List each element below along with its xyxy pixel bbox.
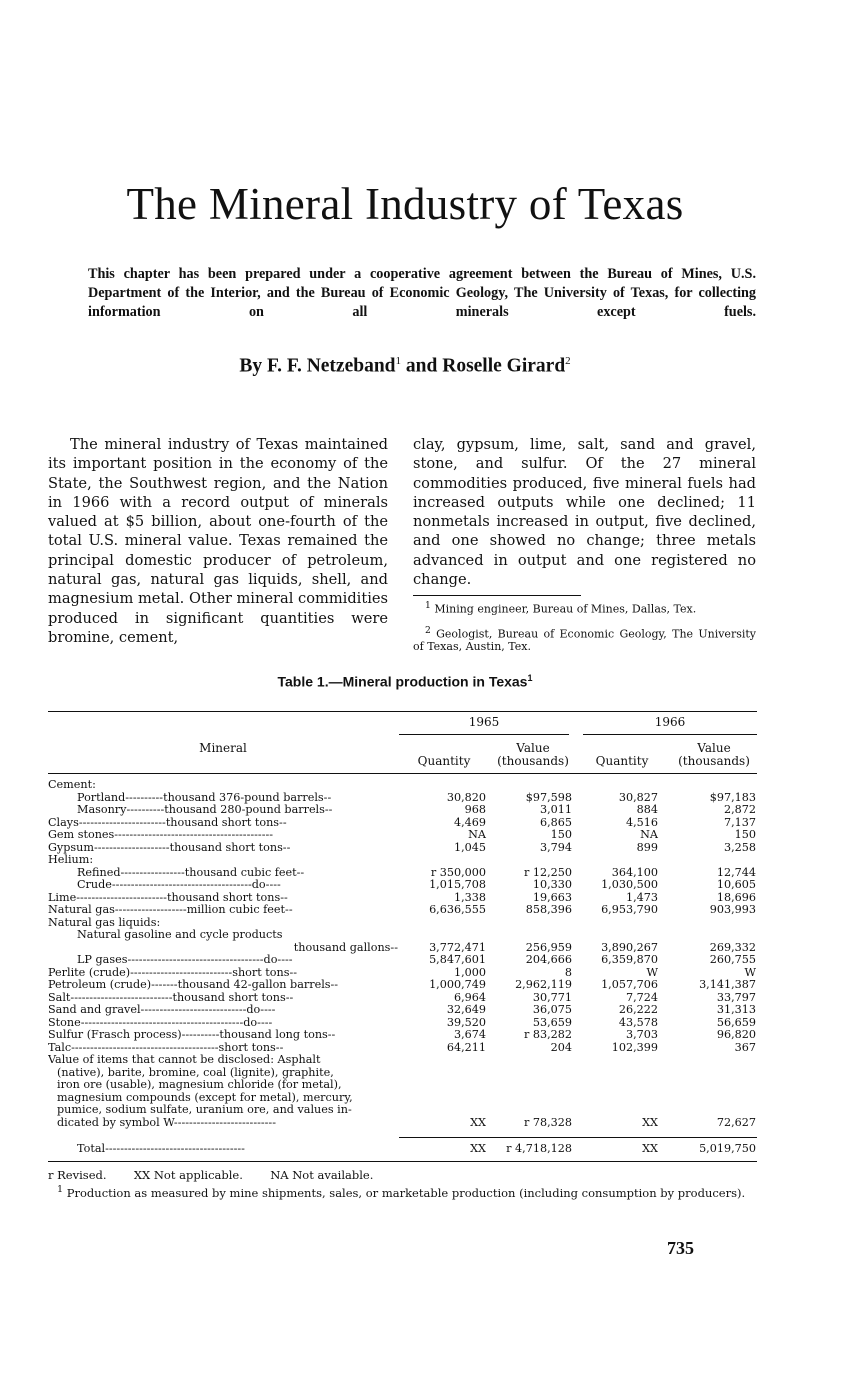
row-label: Cement: — [48, 779, 96, 791]
body-column-left: The mineral industry of Texas maintained its important position in the economy of the State, the Southwest region, and the Nation in 1966 with a record output of minerals valued at $5 billion, about one-fourth of the total U.S. mineral value. Texas remained the principal domestic producer of petroleum, natural gas, natural gas liquids, shell, and magnesium metal. Other mineral commidities produced in significant quantities were bromine, cement, — [48, 436, 388, 646]
cell-quantity-1966: 30,827 — [618, 790, 658, 804]
row-label: Clays-----------------------thousand short tons-- — [48, 816, 287, 829]
cell-value-1965: 53,659 — [532, 1015, 572, 1029]
table-row — [48, 917, 760, 930]
cell-value-1966: 2,872 — [723, 803, 756, 816]
table-row — [48, 1143, 760, 1156]
cell-value-1965: 3,011 — [539, 803, 572, 816]
table-row — [48, 779, 760, 792]
table-row — [48, 842, 760, 855]
footnote-1 — [413, 600, 756, 616]
cell-value-1966: 31,313 — [716, 1003, 756, 1016]
year-1965-rule — [399, 734, 569, 735]
header-value-1965-label: Value — [516, 741, 550, 755]
row-label: pumice, sodium sulfate, uranium ore, and values in- — [57, 1104, 352, 1116]
cell-value-1966: 3,258 — [723, 840, 756, 854]
row-label: Gypsum--------------------thousand short tons-- — [48, 841, 291, 854]
row-label: Sulfur (Frasch process)----------thousand long tons-- — [48, 1029, 336, 1041]
cell-quantity-1965: 3,772,471 — [429, 940, 486, 954]
cell-quantity-1965: 968 — [464, 803, 486, 816]
table-row — [48, 1079, 760, 1092]
cell-quantity-1965: 5,847,601 — [429, 953, 486, 966]
cell-quantity-1965: 32,649 — [446, 1003, 486, 1016]
cell-quantity-1965: 1,000,749 — [429, 978, 486, 991]
table-caption — [0, 673, 810, 690]
row-label: Salt---------------------------thousand short tons-- — [48, 991, 294, 1004]
row-label: Gem stones------------------------------------------ — [48, 829, 274, 841]
cell-value-1966: 7,137 — [723, 815, 756, 829]
row-label: Stone-------------------------------------------do---- — [48, 1016, 273, 1029]
row-label: Lime------------------------thousand short tons-- — [48, 891, 288, 904]
cell-quantity-1966: 1,057,706 — [601, 978, 658, 991]
row-label: Portland----------thousand 376-pound barrels-- — [77, 791, 332, 804]
header-quantity-1965: Quantity — [417, 754, 471, 768]
row-label: Perlite (crude)---------------------------short tons-- — [48, 966, 298, 979]
table-footnote-1 — [48, 1183, 760, 1200]
total-value-1965: r 4,718,128 — [506, 1142, 572, 1155]
table-row — [48, 804, 760, 817]
footnote-2-text: Geologist, Bureau of Economic Geology, The University of Texas, Austin, Tex. — [413, 627, 756, 653]
cell-value-1965: 30,771 — [532, 990, 572, 1004]
table-row — [48, 1092, 760, 1105]
cell-quantity-1966: NA — [640, 828, 658, 841]
row-label: Natural gas-------------------million cubic feet-- — [48, 904, 293, 916]
row-label: Talc---------------------------------------short tons-- — [48, 1041, 284, 1054]
table-row — [48, 1004, 760, 1017]
cell-value-1965: 36,075 — [532, 1003, 572, 1016]
byline — [0, 355, 810, 378]
header-quantity-1966: Quantity — [595, 754, 649, 768]
cell-quantity-1966: 6,359,870 — [601, 953, 658, 966]
cell-value-1965: 2,962,119 — [515, 978, 572, 991]
table-row — [48, 1117, 760, 1130]
cell-value-1966: 269,332 — [709, 940, 756, 954]
cell-quantity-1966: 3,703 — [625, 1028, 658, 1041]
cell-quantity-1965: 6,964 — [453, 990, 486, 1004]
header-value-1966-unit: (thousands) — [678, 754, 750, 768]
table-row — [48, 929, 760, 942]
table-caption-text: Table 1.—Mineral production in Texas — [277, 673, 528, 690]
header-year-1965: 1965 — [468, 715, 500, 729]
cell-quantity-1965: 1,045 — [453, 840, 486, 854]
table-row — [48, 1067, 760, 1080]
byline-and: and — [401, 355, 443, 377]
table-footnote-1-text: Production as measured by mine shipments, sales, or marketable production (including consumption by producers). — [63, 1185, 746, 1200]
cell-value-1965: 3,794 — [539, 840, 572, 854]
author-1: F. F. Netzeband — [266, 355, 396, 377]
cell-value-1966: 903,993 — [709, 903, 756, 916]
cell-quantity-1966: 102,399 — [611, 1040, 658, 1054]
cell-value-1966: 367 — [734, 1040, 756, 1054]
cell-quantity-1965: 6,636,555 — [429, 903, 486, 916]
cell-value-1966: 18,696 — [716, 890, 756, 904]
author-2: Roselle Girard — [442, 355, 566, 377]
cell-quantity-1966: 1,030,500 — [601, 878, 658, 891]
note-not-available: NA Not available. — [270, 1168, 374, 1182]
row-label: Masonry----------thousand 280-pound barrels-- — [77, 804, 333, 816]
cell-quantity-1966: XX — [642, 1115, 658, 1129]
header-value-1966 — [671, 742, 757, 768]
year-1966-rule — [583, 734, 757, 735]
cell-value-1966: 12,744 — [716, 865, 756, 879]
cell-quantity-1965: 39,520 — [446, 1015, 486, 1029]
cell-quantity-1965: r 350,000 — [430, 865, 486, 879]
cell-quantity-1966: 7,724 — [625, 990, 658, 1004]
footnote-2-mark: 2 — [425, 625, 431, 636]
cell-value-1966: 260,755 — [709, 953, 756, 966]
note-not-applicable: XX Not applicable. — [133, 1168, 243, 1182]
cell-quantity-1966: 884 — [636, 803, 658, 816]
cell-quantity-1965: 1,015,708 — [429, 878, 486, 891]
cell-quantity-1965: 3,674 — [453, 1028, 486, 1041]
cell-value-1966: 72,627 — [716, 1115, 756, 1129]
table-row — [48, 829, 760, 842]
header-value-1965 — [492, 742, 574, 768]
row-label: dicated by symbol W--------------------------- — [57, 1116, 276, 1129]
cell-value-1965: $97,598 — [525, 790, 572, 804]
byline-prefix: By — [239, 355, 267, 377]
cell-quantity-1965: 30,820 — [446, 790, 486, 804]
table-row — [48, 904, 760, 917]
row-label: Value of items that cannot be disclosed: Asphalt — [48, 1054, 321, 1066]
table-row — [48, 954, 760, 967]
note-revised: r Revised. — [48, 1168, 107, 1182]
table-bottom-rule — [48, 1161, 757, 1162]
cell-quantity-1965: NA — [468, 828, 486, 841]
footnote-1-mark: 1 — [425, 600, 431, 611]
cell-value-1965: 6,865 — [539, 815, 572, 829]
cell-value-1965: 204 — [550, 1040, 572, 1054]
total-label: Total------------------------------------- — [77, 1143, 245, 1155]
cell-value-1966: 56,659 — [716, 1015, 756, 1029]
cell-value-1965: r 83,282 — [523, 1028, 572, 1041]
row-label: Natural gas liquids: — [48, 916, 161, 929]
cell-quantity-1966: W — [646, 965, 658, 979]
table-row — [48, 854, 760, 867]
table-total-row — [48, 1143, 760, 1156]
row-label: thousand gallons-- — [293, 941, 398, 954]
cell-quantity-1966: 4,516 — [625, 815, 658, 829]
row-label: Petroleum (crude)-------thousand 42-gallon barrels-- — [48, 979, 339, 991]
cell-value-1965: 19,663 — [532, 890, 572, 904]
cell-quantity-1966: 364,100 — [611, 865, 658, 879]
header-year-1966: 1966 — [654, 715, 686, 729]
table-header-bottom-rule — [48, 773, 757, 774]
row-label: Refined-----------------thousand cubic feet-- — [77, 866, 305, 879]
table-top-rule — [48, 711, 757, 712]
row-label: (native), barite, bromine, coal (lignite), graphite, — [57, 1066, 334, 1079]
table-caption-mark: 1 — [527, 673, 533, 683]
cell-value-1965: 858,396 — [525, 903, 572, 916]
table-row — [48, 1104, 760, 1117]
row-label: Sand and gravel----------------------------do---- — [48, 1004, 276, 1016]
cell-quantity-1966: 43,578 — [618, 1015, 658, 1029]
cell-quantity-1965: 4,469 — [453, 815, 486, 829]
table-row — [48, 879, 760, 892]
cell-value-1966: W — [744, 965, 756, 979]
table-notes-line-1 — [48, 1169, 760, 1182]
cell-quantity-1966: 899 — [636, 840, 658, 854]
footnote-rule — [413, 595, 581, 596]
row-label: iron ore (usable), magnesium chloride (for metal), — [57, 1079, 342, 1091]
footnote-2 — [413, 625, 756, 653]
author-1-footnote-mark: 1 — [395, 355, 402, 367]
total-value-1966: 5,019,750 — [699, 1142, 756, 1155]
total-rule — [399, 1137, 757, 1138]
total-quantity-1966: XX — [642, 1142, 658, 1155]
cell-quantity-1966: 26,222 — [618, 1003, 658, 1016]
body-column-right: clay, gypsum, lime, salt, sand and gravel, stone, and sulfur. Of the 27 mineral commodities produced, five mineral fuels had increased outputs while one declined; 11 nonmetals increased in output, five declined, and one showed no change; three metals advanced in output and one registered no change. — [413, 436, 756, 589]
intro-paragraph: This chapter has been prepared under a cooperative agreement between the Bureau of Mines, U.S. Department of the Interior, and the Bureau of Economic Geology, The University of Texas, for collecting information on all minerals except fuels. — [88, 266, 756, 320]
cell-quantity-1965: 1,338 — [453, 890, 486, 904]
total-quantity-1965: XX — [470, 1142, 486, 1155]
cell-value-1965: 256,959 — [525, 940, 572, 954]
row-label: Natural gasoline and cycle products — [77, 929, 283, 941]
cell-value-1965: 8 — [564, 965, 572, 979]
row-label: magnesium compounds (except for metal), mercury, — [57, 1091, 353, 1104]
table-footnote-1-mark: 1 — [57, 1184, 64, 1195]
row-label: LP gases------------------------------------do---- — [77, 954, 293, 966]
cell-value-1965: r 12,250 — [523, 865, 572, 879]
header-mineral: Mineral — [199, 741, 247, 755]
cell-value-1966: 33,797 — [716, 990, 756, 1004]
row-label: Helium: — [48, 854, 94, 866]
cell-quantity-1965: XX — [470, 1115, 486, 1129]
page-title: The Mineral Industry of Texas — [126, 179, 684, 229]
cell-value-1965: 150 — [550, 828, 572, 841]
cell-quantity-1966: 3,890,267 — [601, 940, 658, 954]
cell-quantity-1965: 1,000 — [453, 965, 486, 979]
cell-value-1965: r 78,328 — [523, 1115, 572, 1129]
header-value-1966-label: Value — [697, 741, 731, 755]
cell-value-1966: 3,141,387 — [699, 978, 756, 991]
author-2-footnote-mark: 2 — [565, 355, 571, 367]
page-number: 735 — [667, 1238, 694, 1258]
table-row — [48, 1029, 760, 1042]
cell-quantity-1966: 6,953,790 — [601, 903, 658, 916]
cell-value-1966: 96,820 — [716, 1028, 756, 1041]
cell-value-1965: 204,666 — [525, 953, 572, 966]
table-row — [48, 979, 760, 992]
table-row — [48, 1054, 760, 1067]
cell-value-1965: 10,330 — [532, 878, 572, 891]
table-body — [48, 779, 760, 1129]
table-row — [48, 1042, 760, 1055]
footnote-1-text: Mining engineer, Bureau of Mines, Dallas, Tex. — [430, 602, 697, 616]
cell-value-1966: 10,605 — [716, 878, 756, 891]
cell-value-1966: $97,183 — [709, 790, 756, 804]
cell-value-1966: 150 — [734, 828, 756, 841]
header-value-1965-unit: (thousands) — [497, 754, 569, 768]
cell-quantity-1965: 64,211 — [446, 1040, 486, 1054]
cell-quantity-1966: 1,473 — [625, 890, 658, 904]
row-label: Crude-------------------------------------do---- — [77, 879, 281, 891]
